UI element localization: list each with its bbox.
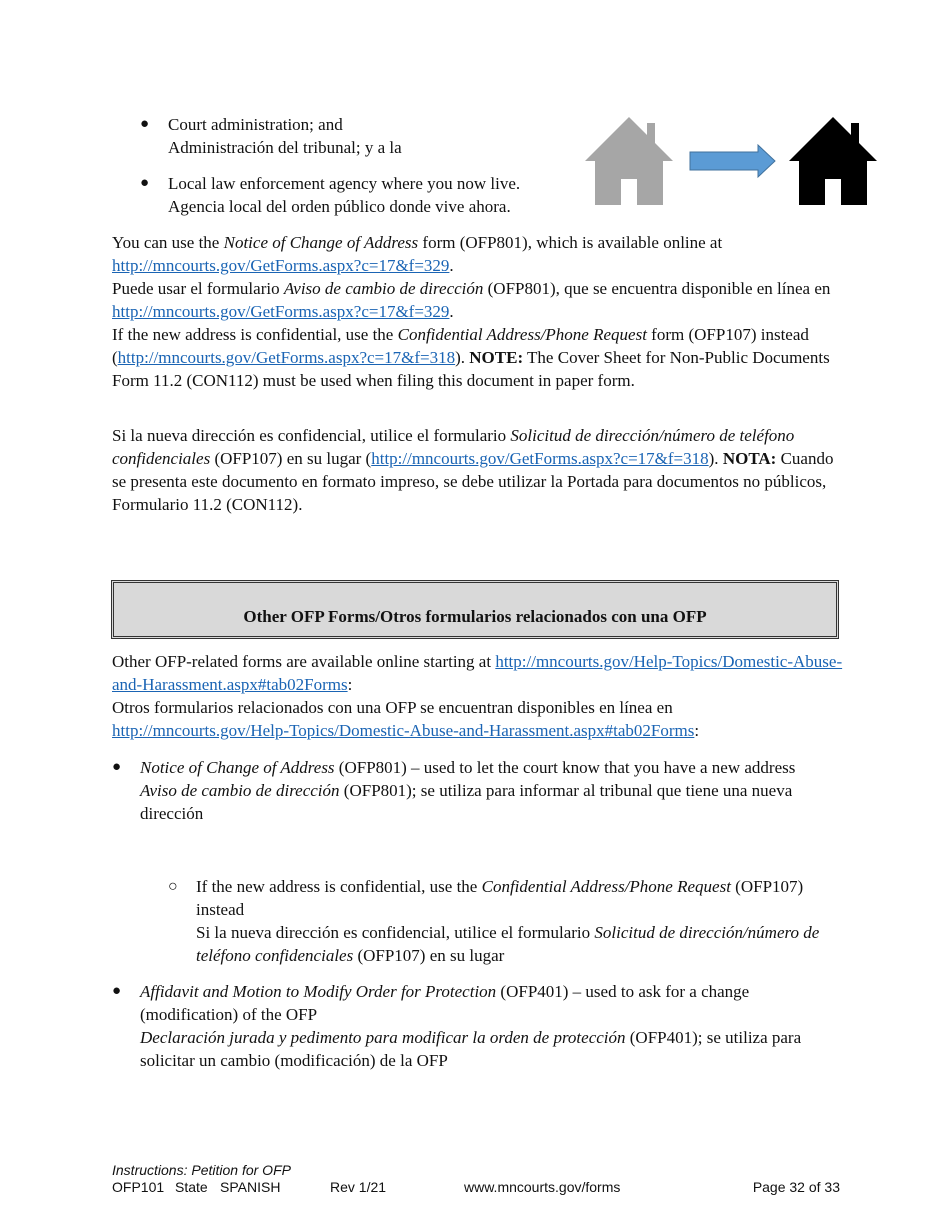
- footer-page-number: Page 32 of 33: [752, 1179, 840, 1195]
- ofp801-link[interactable]: http://mncourts.gov/GetForms.aspx?c=17&f=329: [112, 256, 450, 275]
- house-black-icon: [789, 117, 877, 205]
- footer-rev: Rev 1/21: [330, 1179, 387, 1195]
- ofp107-link-es[interactable]: http://mncourts.gov/GetForms.aspx?c=17&f=318: [371, 449, 709, 468]
- bullet-circle-icon: ○: [168, 878, 178, 895]
- footer-language: SPANISH: [220, 1179, 281, 1195]
- section-header-box: [111, 580, 839, 639]
- house-gray-icon: [585, 117, 673, 205]
- other-forms-paragraph: [112, 650, 847, 742]
- bullet-text-en: Local law enforcement agency where you now live.: [168, 174, 521, 193]
- footer-url: www.mncourts.gov/forms: [464, 1179, 621, 1195]
- list-item-ofp107: ○ If the new address is confidential, use the Confidential Address/Phone Request (OFP107) instead Si la nueva dirección es confidencial, utilice el formulario Solicitud de dirección/número de teléfono confidenciales (OFP107) en su lugar: [168, 877, 820, 965]
- bullet-dot-icon: ●: [112, 759, 122, 775]
- bullet-law-enforcement: [112, 172, 572, 218]
- list-item-ofp401: ● Affidavit and Motion to Modify Order for Protection (OFP401) – used to ask for a change (modification) of the OFP Declaración jurada y pedimento para modificar la orden de protección (OFP401); se utiliza para solicitar un cambio (modificación) de la OFP: [112, 982, 802, 1070]
- bullet-text-es: Agencia local del orden público donde vive ahora.: [168, 197, 511, 216]
- bullet-court-admin: [112, 113, 572, 159]
- list-item-ofp801: ● Notice of Change of Address (OFP801) – used to let the court know that you have a new address Aviso de cambio de dirección (OFP801); se utiliza para informar al tribunal que tiene una nueva dirección: [112, 758, 796, 823]
- other-forms-link-es[interactable]: http://mncourts.gov/Help-Topics/Domestic-Abuse-and-Harassment.aspx#tab02Forms: [112, 721, 695, 740]
- para1-line-es: Puede usar el formulario Aviso de cambio de dirección (OFP801), que se encuentra disponible en línea en http://mncourts.gov/GetForms.aspx?c=17&f=329.: [112, 279, 831, 321]
- footer-doc-title: Instructions: Petition for OFP: [112, 1162, 291, 1178]
- arrow-right-icon: [690, 145, 775, 177]
- move-illustration: [585, 115, 880, 207]
- footer-form-id: OFP101: [112, 1179, 165, 1195]
- top-bullet-list: [112, 113, 572, 218]
- bullet-dot-icon: ●: [112, 983, 122, 999]
- footer-state: State: [175, 1179, 208, 1195]
- confidential-paragraph-es: Si la nueva dirección es confidencial, utilice el formulario Solicitud de dirección/número de teléfono confidenciales (OFP107) en su lugar (http://mncourts.gov/GetForms.aspx?c=17&f=318). NOTA: Cuando se presenta este documento en formato impreso, se debe utilizar la Portada para documentos no públicos, Formulario 11.2 (CON112).: [112, 426, 834, 514]
- bullet-text-en: Court administration; and: [168, 115, 343, 134]
- para3-en: Other OFP-related forms are available online starting at http://mncourts.gov/Help-Topics/Domestic-Abuse-and-Harassment.aspx#tab02Forms:: [112, 652, 843, 694]
- section-title: Other OFP Forms/Otros formularios relacionados con una OFP: [243, 607, 707, 626]
- page-footer: [112, 1162, 840, 1196]
- bullet-dot-icon: ●: [140, 175, 150, 191]
- para1-line-en: You can use the Notice of Change of Address form (OFP801), which is available online at http://mncourts.gov/GetForms.aspx?c=17&f=329.: [112, 233, 723, 275]
- bullet-text-es: Administración del tribunal; y a la: [168, 138, 402, 157]
- para3-es: Otros formularios relacionados con una OFP se encuentran disponibles en línea en http://mncourts.gov/Help-Topics/Domestic-Abuse-and-Harassment.aspx#tab02Forms:: [112, 698, 700, 740]
- change-address-paragraph: [112, 231, 847, 392]
- para1-confidential-en: If the new address is confidential, use the Confidential Address/Phone Request form (OFP107) instead (http://mncourts.gov/GetForms.aspx?c=17&f=318). NOTE: The Cover Sheet for Non-Public Documents Form 11.2 (CON112) must be used when filing this document in paper form.: [112, 325, 830, 390]
- forms-list: [112, 756, 847, 1072]
- bullet-dot-icon: ●: [140, 116, 150, 132]
- ofp107-link[interactable]: http://mncourts.gov/GetForms.aspx?c=17&f=318: [117, 348, 456, 367]
- ofp801-link-es[interactable]: http://mncourts.gov/GetForms.aspx?c=17&f=329: [112, 302, 450, 321]
- other-forms-link[interactable]: http://mncourts.gov/Help-Topics/Domestic-Abuse-and-Harassment.aspx#tab02Forms: [112, 652, 843, 694]
